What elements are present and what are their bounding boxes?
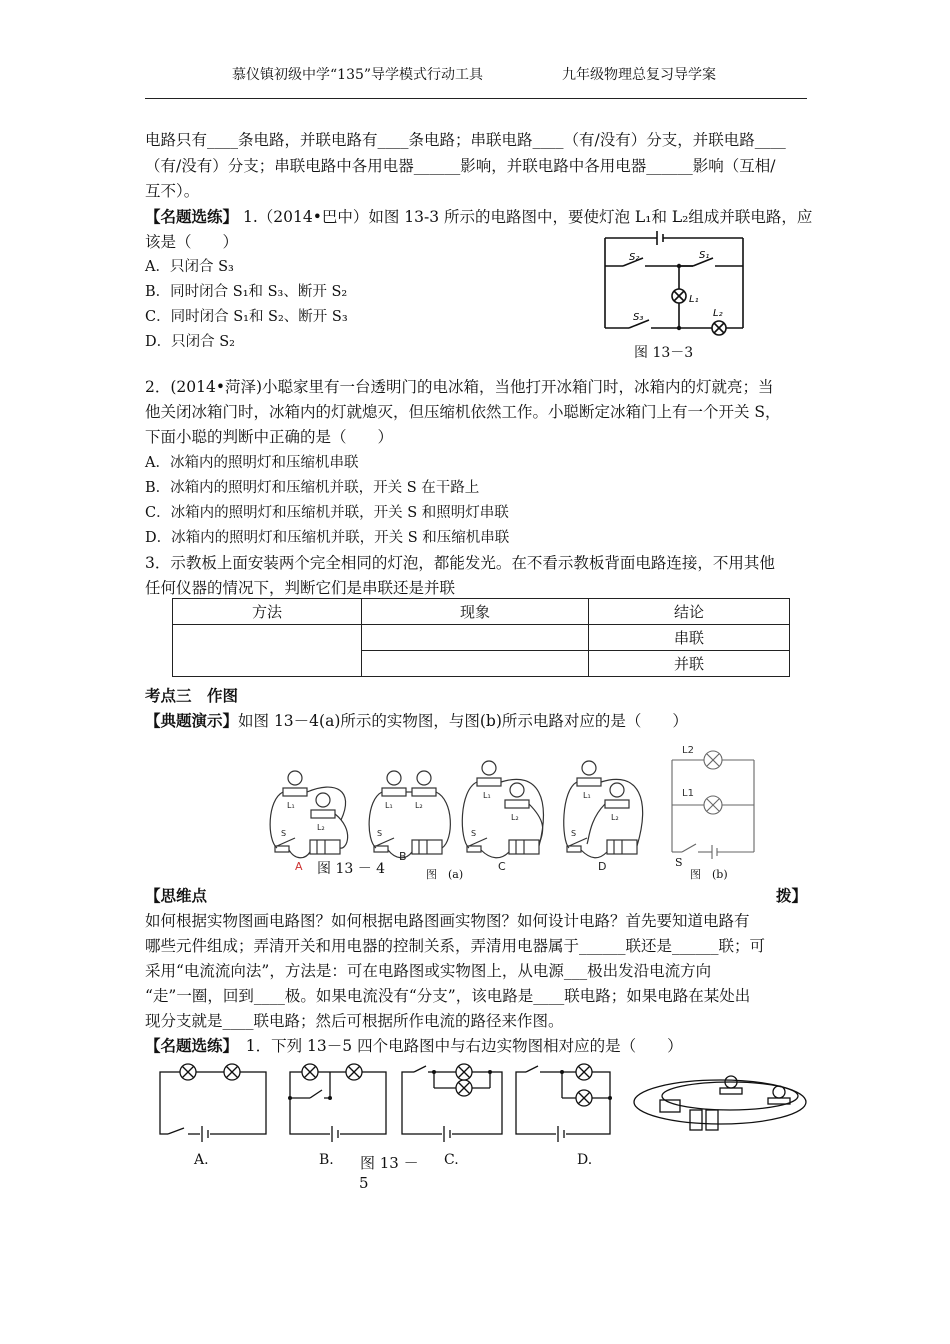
- table-cell-method: [173, 625, 362, 677]
- label-s3: S₃: [633, 312, 644, 323]
- option-letter-b: B: [399, 850, 407, 863]
- b-label-l2: L2: [682, 745, 694, 756]
- label-s1: S₁: [699, 250, 710, 261]
- q2-line-3: 下面小聪的判断中正确的是（ ）: [145, 428, 394, 446]
- figure-13-5-caption-2: 5: [359, 1174, 369, 1192]
- table-cell-phenomenon: [362, 625, 589, 651]
- q4-tag: 【名题选练】: [145, 1036, 231, 1055]
- real-label-l2: L₂: [511, 813, 519, 822]
- thinking-line-2: 哪些元件组成；弄清开关和用电器的控制关系，弄清用电器属于______联还是______联；可: [145, 937, 766, 955]
- table-header-phenomenon: 现象: [362, 599, 589, 625]
- header-right: 九年级物理总复习导学案: [562, 67, 716, 83]
- real-circuit-a: [270, 771, 348, 858]
- figure-13-4b: [658, 740, 763, 865]
- thinking-title-char: 拨】: [775, 886, 807, 905]
- junction-dot: [488, 1070, 492, 1074]
- header-rule: [145, 98, 807, 99]
- table-header-conclusion: 结论: [589, 599, 790, 625]
- circuit-a: [160, 1064, 266, 1142]
- q4-letter-c: C.: [444, 1152, 459, 1168]
- figure-b-caption: 图 (b): [690, 868, 728, 881]
- intro-line-2: （有/没有）分支；串联电路中各用电器______影响，并联电路中各用电器______影响（互相/: [145, 157, 776, 175]
- real-object-circuit: [634, 1076, 806, 1130]
- q4-line: [145, 1034, 683, 1056]
- q1-line-1: [145, 205, 812, 227]
- q1-option-b: B．同时闭合 S₁和 S₃、断开 S₂: [145, 284, 348, 300]
- q1-option-c: C．同时闭合 S₁和 S₂、断开 S₃: [145, 309, 348, 325]
- circuit-b: [290, 1064, 386, 1142]
- thinking-line-1: 如何根据实物图画电路图？如何根据电路图画实物图？如何设计电路？首先要知道电路有: [145, 912, 750, 930]
- q2-option-d: D．冰箱内的照明灯和压缩机并联，开关 S 和压缩机串联: [145, 530, 510, 546]
- junction-dot: [677, 326, 681, 330]
- q3-line-1: 3．示教板上面安装两个完全相同的灯泡，都能发光。在不看示教板背面电路连接，不用其他: [145, 554, 775, 572]
- q1-line-2: 该是（ ）: [145, 233, 239, 251]
- junction-dot: [560, 1070, 564, 1074]
- thinking-line-5: 现分支就是____联电路；然后可根据所作电流的路径来作图。: [145, 1012, 564, 1030]
- b-label-s: S: [675, 856, 683, 869]
- header-left: 慕仪镇初级中学“135”导学模式行动工具: [232, 67, 484, 83]
- q4-letter-a: A.: [194, 1152, 209, 1168]
- option-letter-d: D: [598, 860, 607, 873]
- circuit-c: [402, 1064, 502, 1142]
- b-label-l1: L1: [682, 788, 694, 799]
- q4-letter-b: B.: [319, 1152, 334, 1168]
- label-l1: L₁: [689, 294, 699, 305]
- label-s2: S₂: [629, 252, 640, 263]
- real-label-l2: L₂: [317, 823, 325, 832]
- thinking-title-char: 维: [176, 886, 192, 905]
- q3-line-2: 任何仪器的情况下，判断它们是串联还是并联: [145, 579, 456, 597]
- junction-dot: [328, 1096, 332, 1100]
- option-letter-c: C: [498, 860, 506, 873]
- figure-13-4-caption: 图 13 － 4: [317, 861, 386, 877]
- intro-line-3: 互不）。: [145, 182, 200, 200]
- junction-dot: [432, 1070, 436, 1074]
- q4-letter-d: D.: [577, 1152, 593, 1168]
- real-label-s: S: [377, 829, 383, 838]
- table-cell-phenomenon: [362, 651, 589, 677]
- junction-dot: [288, 1096, 292, 1100]
- q1-tag: 【名题选练】: [145, 207, 239, 226]
- demo-line: [145, 709, 688, 731]
- real-circuit-c: [462, 761, 543, 858]
- demo-text: 如图 13－4(a)所示的实物图，与图(b)所示电路对应的是（ ）: [238, 712, 688, 730]
- intro-line-1: 电路只有____条电路，并联电路有____条电路；串联电路____（有/没有）分支，并联电路____: [145, 131, 786, 149]
- label-l2: L₂: [713, 308, 723, 319]
- q2-option-b: B．冰箱内的照明灯和压缩机并联，开关 S 在干路上: [145, 480, 480, 496]
- real-circuit-b: [369, 771, 450, 858]
- q1-option-d: D．只闭合 S₂: [145, 334, 235, 350]
- q3-table: [172, 598, 790, 677]
- figure-13-3-caption: 图 13－3: [634, 345, 694, 361]
- real-label-l2: L₂: [415, 801, 423, 810]
- q1-option-a: A．只闭合 S₃: [145, 259, 234, 275]
- figure-a-caption: 图 (a): [426, 868, 464, 881]
- thinking-title-char: 思: [160, 886, 177, 905]
- junction-dot: [677, 264, 681, 268]
- real-label-s: S: [281, 829, 287, 838]
- circuit-d: [516, 1064, 610, 1142]
- q1-text1: 1.（2014•巴中）如图 13-3 所示的电路图中，要使灯泡 L₁和 L₂组成并联电路，应: [242, 208, 813, 226]
- real-label-s: S: [471, 829, 477, 838]
- real-circuit-d: [564, 761, 643, 858]
- real-label-l1: L₁: [583, 791, 591, 800]
- figure-13-5: [150, 1062, 820, 1142]
- q2-line-1: 2．(2014•菏泽)小聪家里有一台透明门的电冰箱，当他打开冰箱门时，冰箱内的灯就亮；当: [145, 378, 774, 396]
- junction-dot: [608, 1096, 612, 1100]
- q2-line-2: 他关闭冰箱门时，冰箱内的灯就熄灭，但压缩机依然工作。小聪断定冰箱门上有一个开关 S，: [145, 403, 781, 421]
- figure-13-3: [595, 228, 755, 338]
- real-label-s: S: [571, 829, 577, 838]
- table-header-method: 方法: [173, 599, 362, 625]
- section-title: 考点三 作图: [145, 686, 239, 705]
- demo-tag: 【典题演示】: [145, 711, 239, 730]
- real-label-l2: L₂: [611, 813, 619, 822]
- q2-option-c: C．冰箱内的照明灯和压缩机并联，开关 S 和照明灯串联: [145, 505, 509, 521]
- thinking-title: [145, 884, 807, 906]
- thinking-line-4: “走”一圈，回到____极。如果电流没有“分支”，该电路是____联电路；如果电路在某处出: [145, 987, 751, 1005]
- thinking-line-3: 采用“电流流向法”，方法是：可在电路图或实物图上，从电源___极出发沿电流方向: [145, 962, 712, 980]
- q4-text: 1．下列 13－5 四个电路图中与右边实物图相对应的是（ ）: [230, 1037, 683, 1055]
- q2-option-a: A．冰箱内的照明灯和压缩机串联: [145, 455, 359, 471]
- table-cell-series: 串联: [589, 625, 790, 651]
- real-label-l1: L₁: [287, 801, 295, 810]
- option-letter-a: A: [295, 860, 303, 873]
- figure-13-5-caption: 图 13 －: [360, 1154, 419, 1172]
- real-label-l1: L₁: [385, 801, 393, 810]
- thinking-title-char: 【: [145, 886, 161, 905]
- thinking-title-char: 点: [191, 886, 208, 905]
- real-label-l1: L₁: [483, 791, 491, 800]
- table-cell-parallel: 并联: [589, 651, 790, 677]
